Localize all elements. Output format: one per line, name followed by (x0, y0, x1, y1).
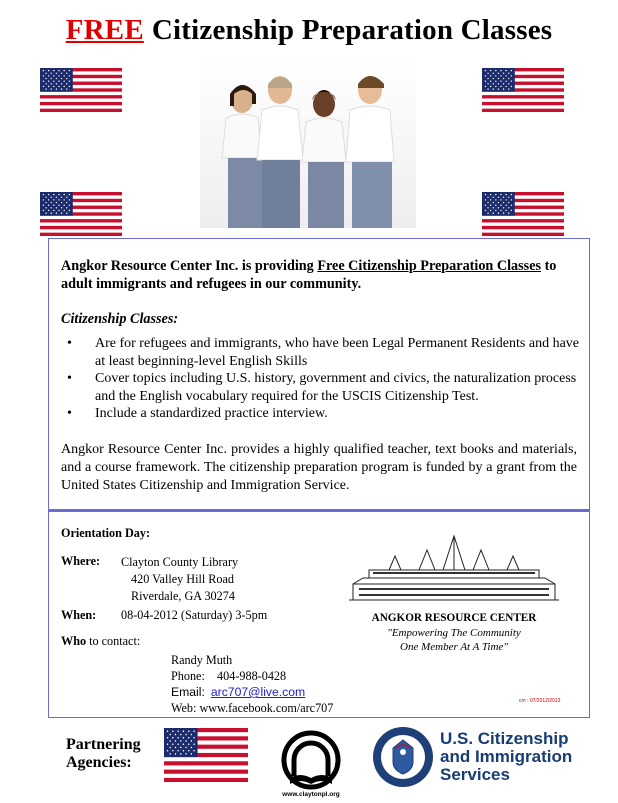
slogan-line: One Member At A Time" (400, 641, 508, 653)
uscis-line: and Immigration (440, 747, 573, 766)
list-item (59, 370, 579, 405)
address-line: 420 Valley Hill Road (131, 572, 235, 586)
contact-block (171, 652, 333, 716)
partners-label-line: Partnering (66, 736, 141, 753)
intro-text: Angkor Resource Center Inc. is providing (61, 258, 318, 274)
email-label: Email: (171, 685, 205, 699)
address-line: Clayton County Library (121, 555, 239, 569)
us-flag-icon (482, 68, 564, 112)
when-label: When: (61, 608, 97, 622)
title-rest: Citizenship Preparation Classes (151, 14, 553, 46)
group-photo (200, 60, 416, 228)
partners-label-line: Agencies: (66, 754, 132, 771)
bullet-text: Include a standardized practice interview. (95, 406, 328, 421)
org-name: ANGKOR RESOURCE CENTER (371, 612, 537, 624)
list-item (59, 335, 579, 370)
classes-heading: Citizenship Classes: (61, 311, 179, 327)
library-url: www.claytonpl.org (282, 791, 340, 798)
classes-bullet-list (59, 335, 579, 423)
who-rest: to contact: (86, 634, 141, 648)
program-description: Angkor Resource Center Inc. provides a highly qualified teacher, text books and materials, and a course framework. The citizenship preparation program is funded by a grant from the United States Citizenship and Immigration Service. (61, 442, 577, 493)
intro-text-end: to adult immigrants and refugees in our community. (61, 258, 557, 292)
title-free: FREE (65, 14, 144, 46)
orientation-title: Orientation Day: (61, 526, 151, 540)
address-line: Riverdale, GA 30274 (131, 589, 235, 603)
phone-label: Phone: (171, 669, 205, 683)
intro-paragraph (61, 257, 581, 293)
phone-value: 404-988-0428 (217, 669, 287, 683)
document-code: cm : 07/2012/2013 (519, 698, 561, 704)
when-value: 08-04-2012 (Saturday) 3-5pm (121, 608, 268, 622)
who-word: Who (61, 634, 87, 648)
flyer-title (0, 14, 618, 47)
email-row (171, 684, 333, 700)
bullet-text: Cover topics including U.S. history, government and civics, the naturalization process and the English vocabulary required for the USCIS Citizenship Test. (95, 371, 577, 404)
orientation-box (48, 510, 590, 718)
us-flag-icon (40, 192, 122, 236)
uscis-wordmark (440, 730, 572, 784)
slogan-line: "Empowering The Community (387, 627, 521, 639)
clayton-library-logo (274, 728, 348, 798)
us-flag-icon (164, 728, 248, 782)
phone-row (171, 668, 333, 684)
web-label: Web: (171, 701, 197, 715)
where-label: Where: (61, 554, 101, 568)
list-item (59, 405, 579, 423)
web-value: www.facebook.com/arc707 (199, 701, 334, 715)
email-link[interactable]: arc707@live.com (210, 685, 306, 699)
bullet-icon: • (67, 336, 72, 351)
web-row (171, 700, 333, 716)
bullet-icon: • (67, 406, 72, 421)
bullet-text: Are for refugees and immigrants, who have been Legal Permanent Residents and have at least beginning-level English Skills (95, 336, 579, 369)
contact-name: Randy Muth (171, 653, 233, 667)
uscis-line: Services (440, 765, 510, 784)
where-address (121, 554, 238, 605)
free-classes-link: Free Citizenship Preparation Classes (317, 258, 542, 274)
us-flag-icon (482, 192, 564, 236)
uscis-line: U.S. Citizenship (440, 729, 569, 748)
partners-label (66, 736, 141, 772)
program-info-box (48, 238, 590, 510)
us-flag-icon (40, 68, 122, 112)
bullet-icon: • (67, 371, 72, 386)
dhs-seal-icon (372, 726, 434, 788)
who-label (61, 634, 140, 649)
angkor-temple-icon (349, 534, 559, 604)
org-slogan (339, 626, 569, 654)
